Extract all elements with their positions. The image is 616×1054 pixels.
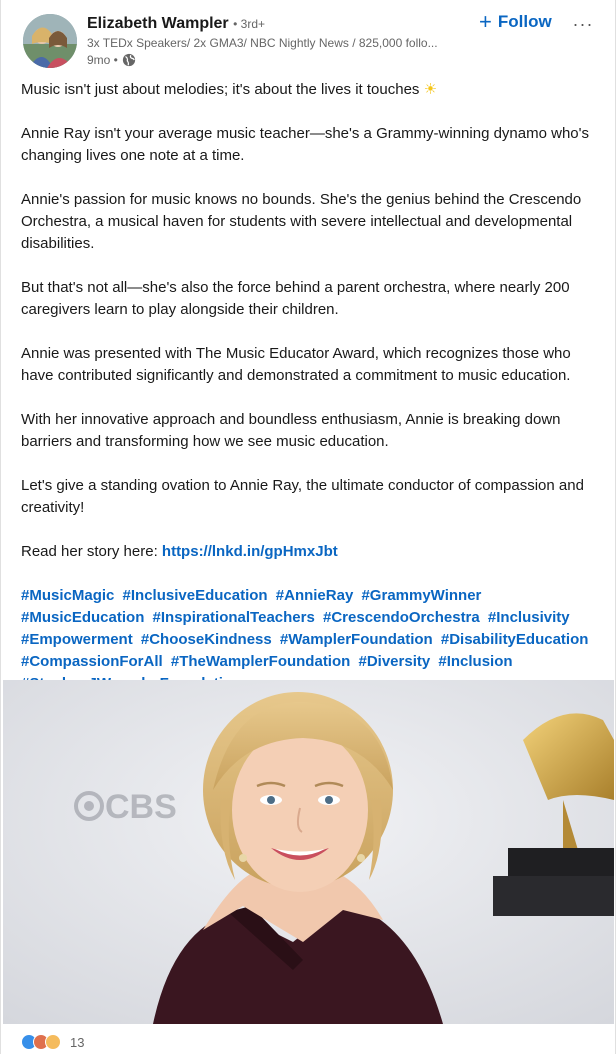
reactions-bar[interactable]	[21, 1032, 84, 1052]
post-paragraph: Annie was presented with The Music Educator Award, which recognizes those who have contributed significantly and demonstrated a commitment to music education.	[21, 345, 571, 384]
author-name[interactable]: Elizabeth Wampler	[87, 15, 229, 32]
hashtag[interactable]: #InspirationalTeachers	[152, 609, 315, 626]
connection-degree: • 3rd+	[233, 17, 265, 31]
post-paragraph: Let's give a standing ovation to Annie Ray, the ultimate conductor of compassion and creativity!	[21, 477, 584, 516]
author-avatar[interactable]	[23, 14, 77, 68]
hashtag[interactable]: #TheWamplerFoundation	[170, 653, 351, 670]
hashtag[interactable]: #MusicMagic	[21, 587, 115, 604]
hashtag[interactable]: #InclusiveEducation	[122, 587, 268, 604]
hashtag[interactable]: #GrammyWinner	[361, 587, 482, 604]
sun-icon: ☀	[423, 81, 438, 98]
hashtag[interactable]: #MusicEducation	[21, 609, 145, 626]
globe-icon	[122, 53, 136, 67]
follow-button[interactable]	[479, 9, 552, 34]
hashtag[interactable]: #CompassionForAll	[21, 653, 163, 670]
post-time: 9mo •	[87, 53, 118, 67]
follow-label: Follow	[497, 12, 552, 31]
hashtag[interactable]: #WamplerFoundation	[279, 631, 433, 648]
hashtag[interactable]: #ChooseKindness	[140, 631, 272, 648]
post-paragraph: Annie Ray isn't your average music teacher—she's a Grammy-winning dynamo who's changing lives one note at a time.	[21, 125, 590, 164]
hashtag[interactable]: #Inclusion	[438, 653, 513, 670]
hashtag[interactable]: #Diversity	[358, 653, 431, 670]
post-paragraph: Music isn't just about melodies; it's about the lives it touches ☀	[21, 81, 438, 98]
more-options-icon[interactable]: ···	[572, 14, 594, 34]
post-meta	[87, 52, 467, 68]
cbs-logo: CBS	[105, 788, 177, 826]
read-story-prefix: Read her story here:	[21, 543, 162, 560]
plus-icon: +	[479, 9, 492, 34]
hashtag[interactable]: #AnnieRay	[275, 587, 354, 604]
author-info	[87, 14, 467, 68]
post-paragraph: With her innovative approach and boundless enthusiasm, Annie is breaking down barriers and transforming how we see music education.	[21, 411, 561, 450]
post-image[interactable]	[3, 680, 614, 1024]
post-paragraph: But that's not all—she's also the force behind a parent orchestra, where nearly 200 caregivers learn to play alongside their children.	[21, 279, 570, 318]
reaction-icons	[21, 1034, 57, 1050]
hashtag[interactable]: #DisabilityEducation	[440, 631, 589, 648]
story-link[interactable]: https://lnkd.in/gpHmxJbt	[161, 543, 338, 560]
author-headline: 3x TEDx Speakers/ 2x GMA3/ NBC Nightly News / 825,000 follo...	[87, 36, 438, 50]
reaction-count[interactable]: 13	[70, 1034, 85, 1050]
hashtag[interactable]: #Inclusivity	[487, 609, 570, 626]
hashtag[interactable]: #Empowerment	[21, 631, 133, 648]
read-story-line	[21, 541, 601, 563]
post-paragraph: Annie's passion for music knows no bounds. She's the genius behind the Crescendo Orchestra, a musical haven for students with severe intellectual and developmental disabilities.	[21, 191, 582, 252]
insightful-reaction-icon	[45, 1034, 61, 1050]
post-body	[21, 79, 601, 695]
post-header	[23, 9, 603, 72]
hashtag-list	[21, 585, 601, 695]
hashtag[interactable]: #CrescendoOrchestra	[323, 609, 480, 626]
